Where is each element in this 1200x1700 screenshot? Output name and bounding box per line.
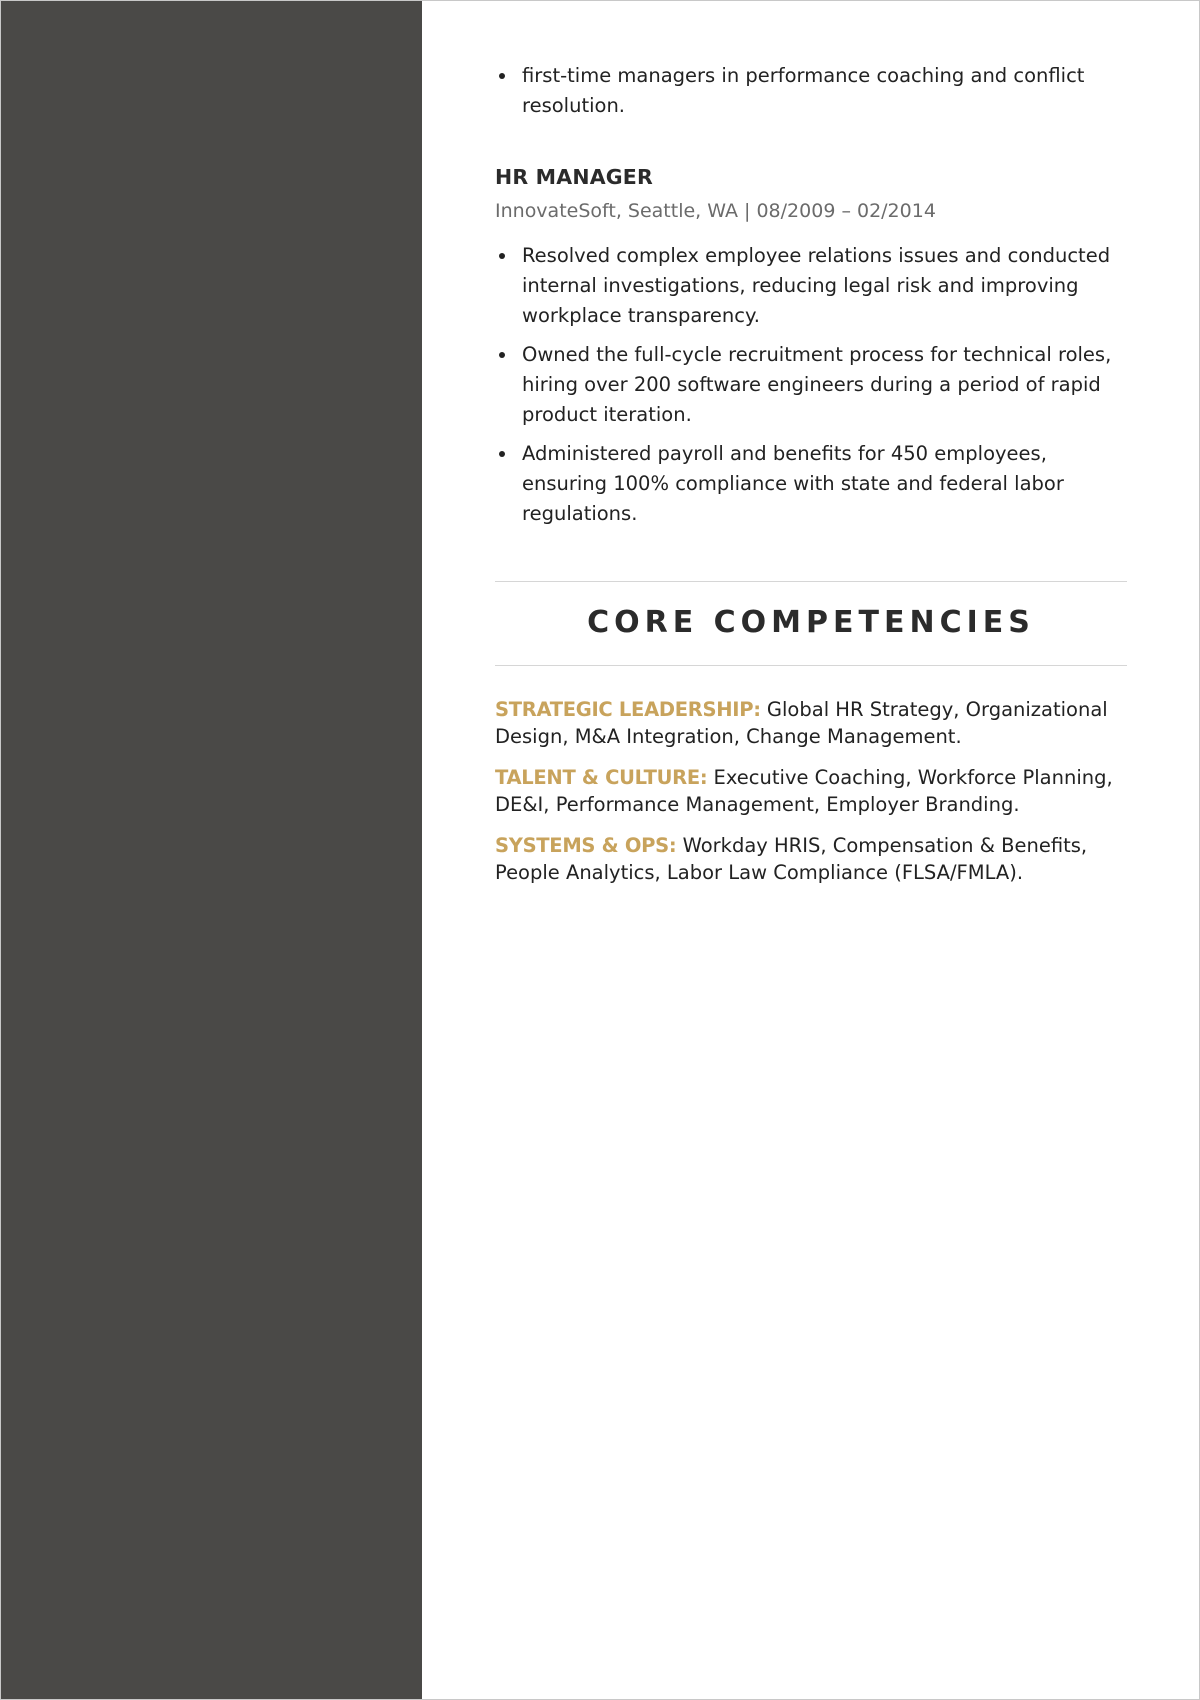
competency-text: Global HR Strategy, Organizational Design, M&A Integration, Change Management. bbox=[495, 698, 1108, 748]
job-title: HR MANAGER bbox=[495, 165, 653, 189]
job-bullet-list bbox=[495, 241, 1127, 529]
competency-label: TALENT & CULTURE: bbox=[495, 766, 708, 789]
competency-text: Executive Coaching, Workforce Planning, DE&I, Performance Management, Employer Branding. bbox=[495, 766, 1113, 816]
competency-item bbox=[495, 832, 1127, 886]
competency-list bbox=[495, 696, 1127, 886]
section-title: CORE COMPETENCIES bbox=[587, 605, 1035, 640]
main-content bbox=[495, 61, 1127, 900]
list-item: Resolved complex employee relations issues and conducted internal investigations, reducing legal risk and improving workplace transparency. bbox=[495, 241, 1127, 331]
list-item: Owned the full-cycle recruitment process for technical roles, hiring over 200 software engineers during a period of rapid product iteration. bbox=[495, 340, 1127, 430]
competency-item bbox=[495, 764, 1127, 818]
list-item: first-time managers in performance coaching and conflict resolution. bbox=[495, 61, 1127, 121]
competency-label: SYSTEMS & OPS: bbox=[495, 834, 677, 857]
continued-bullet-list bbox=[495, 61, 1127, 121]
competency-label: STRATEGIC LEADERSHIP: bbox=[495, 698, 761, 721]
job-meta: InnovateSoft, Seattle, WA | 08/2009 – 02/2014 bbox=[495, 200, 936, 222]
competency-item bbox=[495, 696, 1127, 750]
sidebar bbox=[1, 1, 422, 1699]
section-divider-bottom bbox=[495, 665, 1127, 666]
list-item: Administered payroll and benefits for 450 employees, ensuring 100% compliance with state and federal labor regulations. bbox=[495, 439, 1127, 529]
experience-entry bbox=[495, 163, 1127, 529]
competency-text: Workday HRIS, Compensation & Benefits, People Analytics, Labor Law Compliance (FLSA/FMLA). bbox=[495, 834, 1088, 884]
